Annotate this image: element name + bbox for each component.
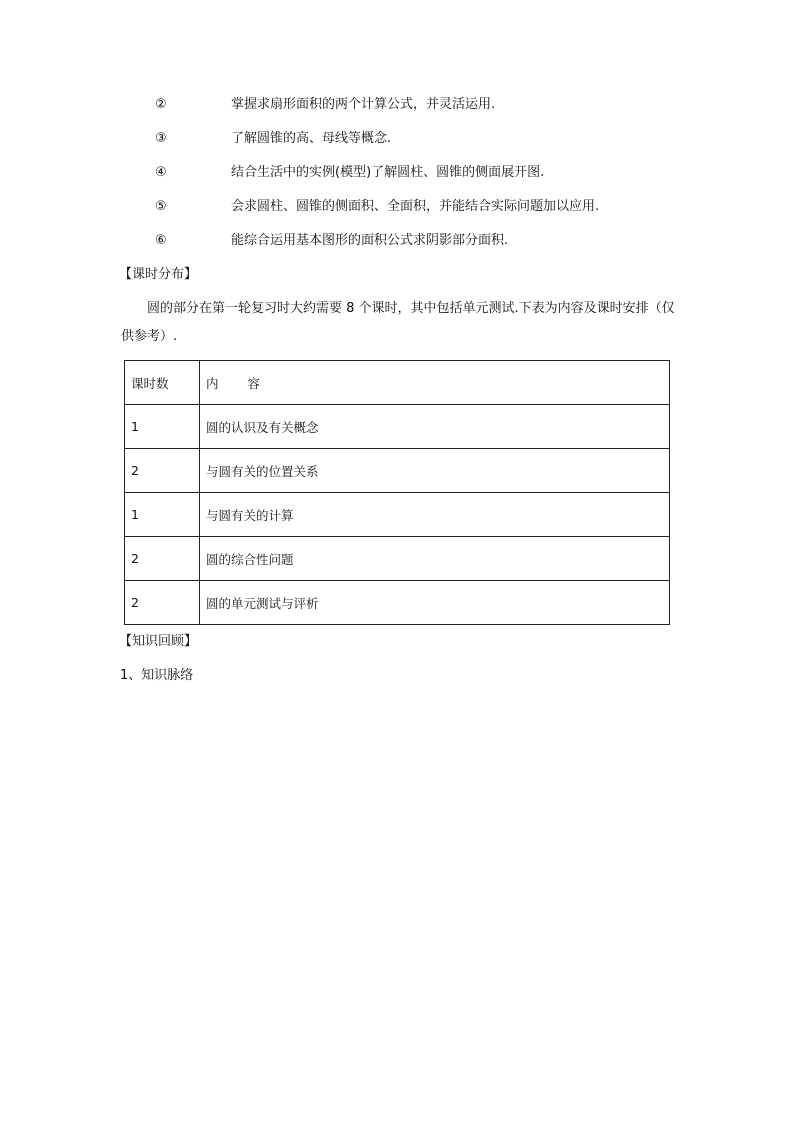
- schedule-table: [124, 360, 670, 625]
- table-row: [125, 537, 670, 581]
- objective-item: [0, 162, 794, 184]
- row-content: 与圆有关的位置关系: [200, 449, 670, 493]
- table-row: [125, 493, 670, 537]
- row-content: 与圆有关的计算: [200, 493, 670, 537]
- objective-text: 能综合运用基本图形的面积公式求阴影部分面积.: [231, 233, 509, 248]
- objective-number: ②: [155, 97, 167, 112]
- table-row: [125, 581, 670, 625]
- row-hours: 1: [125, 493, 200, 537]
- objective-item: [0, 196, 794, 218]
- objective-item: [0, 94, 794, 116]
- header-hours: 课时数: [125, 361, 200, 405]
- objective-text: 会求圆柱、圆锥的侧面积、全面积，并能结合实际问题加以应用.: [231, 199, 600, 214]
- objective-number: ⑥: [155, 233, 167, 248]
- row-content: 圆的单元测试与评析: [200, 581, 670, 625]
- row-hours: 2: [125, 581, 200, 625]
- schedule-paragraph: 圆的部分在第一轮复习时大约需要 8 个课时，其中包括单元测试.下表为内容及课时安排（仅供参考）.: [121, 301, 675, 344]
- objective-number: ③: [155, 131, 167, 146]
- table-header-row: [125, 361, 670, 405]
- table-row: [125, 449, 670, 493]
- objective-number: ④: [155, 165, 167, 180]
- objective-text: 掌握求扇形面积的两个计算公式，并灵活运用.: [231, 97, 496, 112]
- row-content: 圆的认识及有关概念: [200, 405, 670, 449]
- objective-item: [0, 128, 794, 150]
- knowledge-outline-item: 1、知识脉络: [120, 668, 194, 683]
- table-row: [125, 405, 670, 449]
- schedule-heading: 【课时分布】: [119, 267, 198, 282]
- header-content: 内 容: [200, 361, 670, 405]
- row-content: 圆的综合性问题: [200, 537, 670, 581]
- row-hours: 1: [125, 405, 200, 449]
- objective-item: [0, 230, 794, 252]
- row-hours: 2: [125, 537, 200, 581]
- objective-text: 了解圆锥的高、母线等概念.: [231, 131, 392, 146]
- objective-text: 结合生活中的实例(模型)了解圆柱、圆锥的侧面展开图.: [231, 165, 545, 180]
- review-heading: 【知识回顾】: [119, 634, 198, 649]
- objective-number: ⑤: [155, 199, 167, 214]
- row-hours: 2: [125, 449, 200, 493]
